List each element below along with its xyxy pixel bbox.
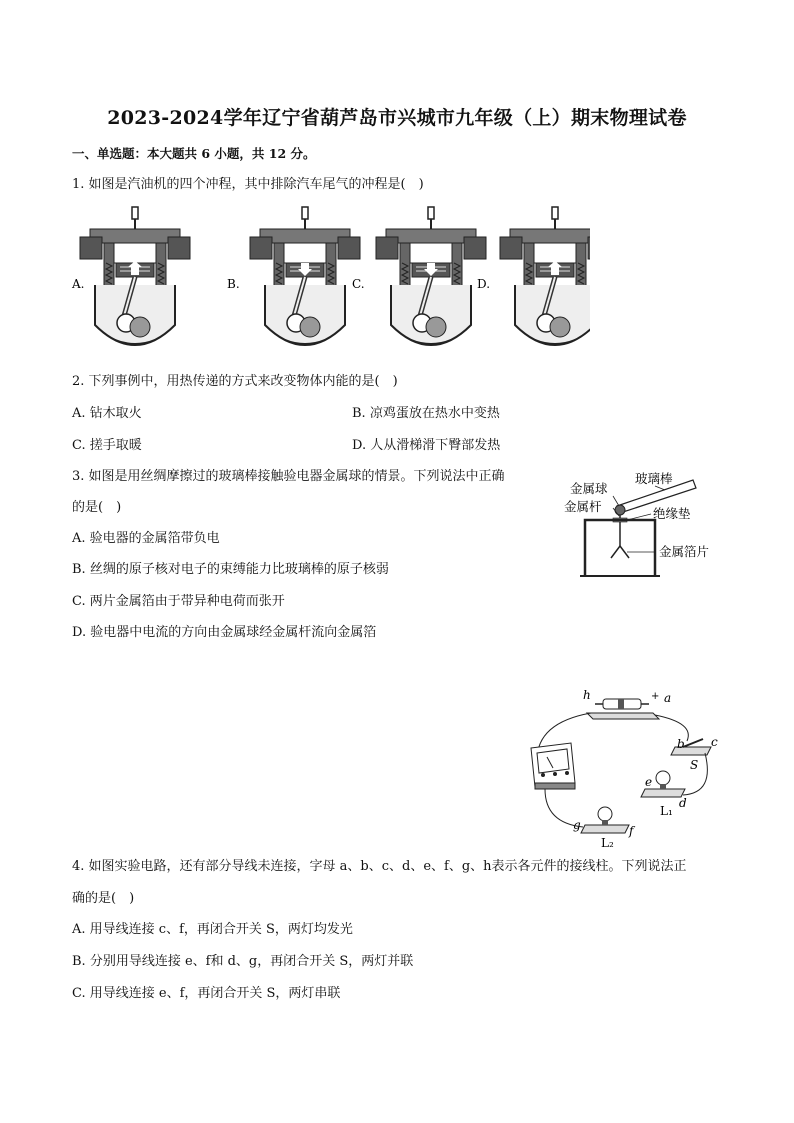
switch-s: S xyxy=(690,758,699,772)
terminal-d: d xyxy=(679,796,687,810)
engine-option-b-label: B. xyxy=(227,277,240,291)
q2-option-a: A. 钻木取火 xyxy=(72,406,142,421)
q3-option-c: C. 两片金属箔由于带异种电荷而张开 xyxy=(72,594,285,609)
terminal-g: g xyxy=(573,818,581,832)
question-4-stem-line2: 确的是( ) xyxy=(72,891,135,906)
question-3-stem-line2: 的是( ) xyxy=(72,500,122,515)
question-3-stem-line1: 3. 如图是用丝绸摩擦过的玻璃棒接触验电器金属球的情景。下列说法中正确 xyxy=(72,469,505,484)
electroscope-figure xyxy=(555,468,735,583)
question-1-stem: 1. 如图是汽油机的四个冲程，其中排除汽车尾气的冲程是( ) xyxy=(72,177,424,192)
q4-option-b: B. 分别用导线连接 e、f和 d、g，再闭合开关 S，两灯并联 xyxy=(72,954,414,969)
terminal-e: e xyxy=(645,775,653,789)
q3-option-d: D. 验电器中电流的方向由金属球经金属杆流向金属箔 xyxy=(72,625,377,640)
q3-option-a: A. 验电器的金属箔带负电 xyxy=(72,531,220,546)
terminal-c: c xyxy=(711,735,718,749)
engine-option-c-label: C. xyxy=(352,277,365,291)
terminal-h: h xyxy=(583,688,591,702)
engine-figure xyxy=(70,205,590,360)
engine-option-a-label: A. xyxy=(72,277,85,291)
page-title: 2023-2024学年辽宁省葫芦岛市兴城市九年级（上）期末物理试卷 xyxy=(107,107,687,129)
circuit-figure xyxy=(525,683,725,853)
engine-option-d-label: D. xyxy=(477,277,491,291)
section-heading: 一、单选题：本大题共 6 小题，共 12 分。 xyxy=(72,146,316,161)
label-metal-ball: 金属球 xyxy=(570,481,608,496)
question-4-stem-line1: 4. 如图实验电路，还有部分导线未连接，字母 a、b、c、d、e、f、g、h表示各元件的接线柱。下列说法正 xyxy=(72,859,687,874)
terminal-a: a xyxy=(664,691,672,705)
terminal-plus: + xyxy=(651,691,660,702)
q4-option-a: A. 用导线连接 c、f，再闭合开关 S，两灯均发光 xyxy=(72,922,353,937)
terminal-f: f xyxy=(629,824,634,838)
label-glass-rod: 玻璃棒 xyxy=(635,471,673,486)
terminal-b: b xyxy=(677,737,685,751)
q3-option-b: B. 丝绸的原子核对电子的束缚能力比玻璃棒的原子核弱 xyxy=(72,562,389,577)
label-metal-foil: 金属箔片 xyxy=(659,544,710,559)
label-metal-rod: 金属杆 xyxy=(564,499,602,514)
lamp-l1-label: L₁ xyxy=(660,804,673,818)
q2-option-c: C. 搓手取暖 xyxy=(72,438,142,453)
label-insulating-pad: 绝缘垫 xyxy=(653,506,691,521)
lamp-l2-label: L₂ xyxy=(601,836,614,850)
q2-option-b: B. 凉鸡蛋放在热水中变热 xyxy=(352,406,500,421)
q2-option-d: D. 人从滑梯滑下臀部发热 xyxy=(352,438,501,453)
question-2-stem: 2. 下列事例中，用热传递的方式来改变物体内能的是( ) xyxy=(72,374,398,389)
q4-option-c: C. 用导线连接 e、f，再闭合开关 S，两灯串联 xyxy=(72,986,341,1001)
